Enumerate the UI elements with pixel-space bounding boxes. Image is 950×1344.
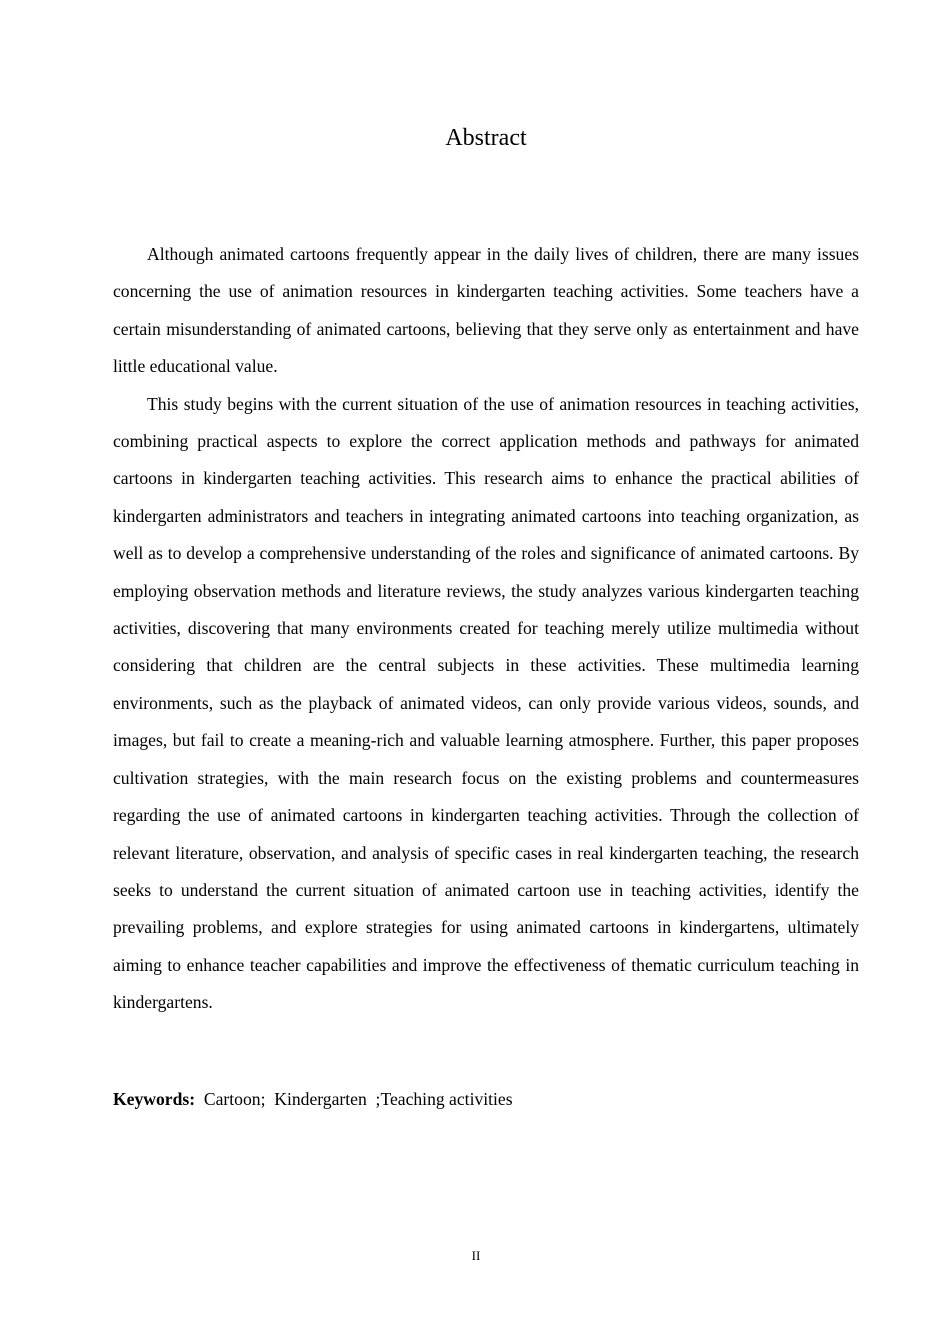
abstract-body [113, 236, 859, 1022]
abstract-title: Abstract [445, 125, 527, 151]
abstract-paragraph-2: This study begins with the current situation of the use of animation resources in teaching activities, combining practical aspects to explore the correct application methods and pathways for animated cartoons in kindergarten teaching activities. This research aims to enhance the practical abilities of kindergarten administrators and teachers in integrating animated cartoons into teaching organization, as well as to develop a comprehensive understanding of the roles and significance of animated cartoons. By employing observation methods and literature reviews, the study analyzes various kindergarten teaching activities, discovering that many environments created for teaching merely utilize multimedia without considering that children are the central subjects in these activities. These multimedia learning environments, such as the playback of animated videos, can only provide various videos, sounds, and images, but fail to create a meaning-rich and valuable learning atmosphere. Further, this paper proposes cultivation strategies, with the main research focus on the existing problems and countermeasures regarding the use of animated cartoons in kindergarten teaching activities. Through the collection of relevant literature, observation, and analysis of specific cases in real kindergarten teaching, the research seeks to understand the current situation of animated cartoon use in teaching activities, identify the prevailing problems, and explore strategies for using animated cartoons in kindergartens, ultimately aiming to enhance teacher capabilities and improve the effectiveness of thematic curriculum teaching in kindergartens. [113, 393, 859, 1013]
page-number: II [471, 1248, 481, 1263]
keywords-label: Keywords: [113, 1089, 196, 1109]
abstract-paragraph-1: Although animated cartoons frequently appear in the daily lives of children, there are many issues concerning the use of animation resources in kindergarten teaching activities. Some teachers have a certain misunderstanding of animated cartoons, believing that they serve only as entertainment and have little educational value. [113, 244, 859, 377]
keywords-list: Cartoon; Kindergarten ;Teaching activities [195, 1089, 513, 1109]
keywords-line [113, 1082, 859, 1116]
